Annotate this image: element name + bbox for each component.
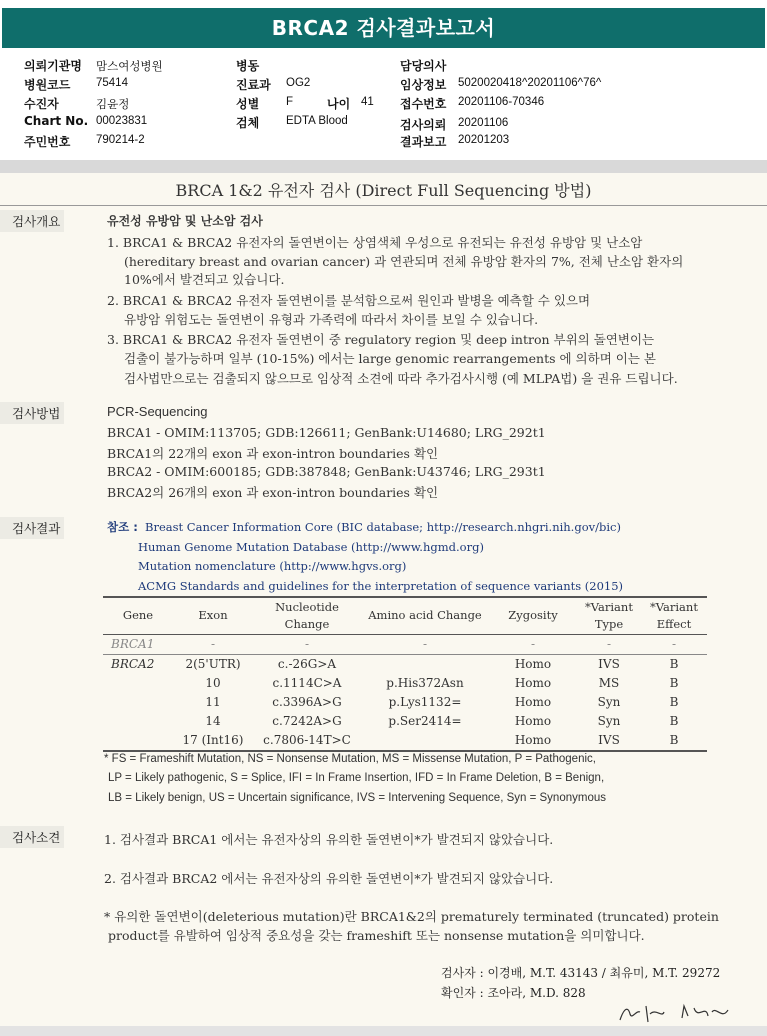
cell-variant-type: -	[606, 636, 612, 651]
footnote-line-1: * FS = Frameshift Mutation, NS = Nonsense Mutation, MS = Missense Mutation, P = Pathogenic,	[104, 753, 596, 765]
hospital-name-value: 맘스여성병원	[96, 61, 163, 73]
table-row	[103, 654, 707, 674]
cell-variant-effect: B	[669, 713, 679, 728]
cell-amino-acid-change: p.His372Asn	[386, 675, 464, 690]
report-title: BRCA2 검사결과보고서	[2, 8, 765, 48]
header-divider-band	[0, 160, 767, 173]
cell-amino-acid-change: p.Ser2414=	[388, 713, 462, 728]
cell-variant-type: IVS	[598, 732, 620, 747]
hospital-code-value: 75414	[96, 77, 128, 89]
resident-no-label: 주민번호	[24, 135, 71, 149]
specimen-label: 검체	[236, 116, 260, 130]
ward-label: 병동	[236, 59, 260, 73]
cell-zygosity: Homo	[514, 675, 552, 690]
cell-zygosity: Homo	[514, 656, 552, 671]
cell-nucleotide-change: c.-26G>A	[277, 656, 337, 671]
method-heading: PCR-Sequencing	[107, 404, 208, 419]
cell-amino-acid-change: -	[422, 636, 428, 651]
finding-note-line-2: product를 유발하여 임상적 중요성을 갖는 frameshift 또는 nonsense mutation을 의미합니다.	[108, 928, 645, 943]
sex-label: 성별	[236, 97, 260, 111]
cell-exon: -	[210, 636, 216, 651]
method-line-2: BRCA1의 22개의 exon 과 exon-intron boundaries 확인	[107, 446, 439, 461]
table-body	[103, 634, 707, 751]
overview-line-1: 1. BRCA1 & BRCA2 유전자의 돌연변이는 상염색체 우성으로 유전되는 유전성 유방암 및 난소암	[107, 235, 643, 250]
header-amino-acid-change: Amino acid Change	[368, 608, 482, 623]
hospital-code-label: 병원코드	[24, 78, 71, 92]
handwritten-signature-icon	[612, 1000, 742, 1026]
finding-note-line-1: * 유의한 돌연변이(deleterious mutation)란 BRCA1&2의 prematurely terminated (truncated) protein	[104, 909, 719, 924]
header-gene: Gene	[122, 608, 154, 623]
cell-variant-effect: B	[669, 675, 679, 690]
cell-variant-effect: B	[669, 732, 679, 747]
table-row	[103, 674, 707, 693]
overview-line-6: 3. BRCA1 & BRCA2 유전자 돌연변이 중 regulatory region 및 deep intron 부위의 돌연변이는	[107, 332, 655, 347]
overview-line-7: 검출이 불가능하며 일부 (10-15%) 에서는 large genomic rearrangements 에 의하며 이는 본	[124, 351, 656, 366]
cell-amino-acid-change	[361, 731, 489, 751]
cell-nucleotide-change: -	[304, 636, 310, 651]
cell-nucleotide-change: c.7242A>G	[272, 713, 342, 728]
overview-line-8: 검사법만으로는 검출되지 않으므로 임상적 소견에 따라 추가검사시행 (예 MLPA법) 을 권유 드립니다.	[124, 371, 678, 386]
confirmer-signature-line: 확인자 : 조아라, M.D. 828	[441, 986, 586, 1000]
receipt-no-label: 접수번호	[400, 97, 447, 111]
finding-line-1: 1. 검사결과 BRCA1 에서는 유전자상의 유의한 돌연변이*가 발견되지 않았습니다.	[104, 832, 554, 847]
header-nucleotide-change: Nucleotide Change	[275, 599, 339, 631]
sex-value: F	[286, 96, 294, 108]
receipt-no-value: 20201106-70346	[458, 96, 545, 108]
footnote-line-2: LP = Likely pathogenic, S = Splice, IFI = In Frame Insertion, IFD = In Frame Deletion, B = Benign,	[108, 772, 605, 784]
doctor-label: 담당의사	[400, 59, 447, 73]
table-row	[103, 712, 707, 731]
reference-3: Mutation nomenclature (http://www.hgvs.org)	[138, 559, 407, 573]
cell-gene	[103, 674, 173, 693]
header-zygosity: Zygosity	[508, 608, 558, 623]
overview-label: 검사개요	[0, 210, 64, 232]
clinical-info-value: 5020020418^20201106^76^	[458, 77, 602, 89]
overview-line-4: 2. BRCA1 & BRCA2 유전자 돌연변이를 분석함으로써 원인과 발병을 예측할 수 있으며	[107, 293, 591, 308]
cell-zygosity: Homo	[514, 732, 552, 747]
age-value: 41	[361, 96, 374, 108]
table-row	[103, 693, 707, 712]
cell-zygosity: Homo	[514, 713, 552, 728]
cell-gene	[103, 731, 173, 751]
reference-1: Breast Cancer Information Core (BIC database; http://research.nhgri.nih.gov/bic)	[145, 520, 621, 534]
cell-gene	[103, 693, 173, 712]
header-exon: Exon	[198, 608, 228, 623]
patient-name-value: 김윤정	[96, 99, 130, 111]
tester-signature-line: 검사자 : 이경배, M.T. 43143 / 최유미, M.T. 29272	[441, 966, 721, 980]
cell-exon: 10	[205, 675, 221, 690]
cell-variant-type: Syn	[597, 713, 621, 728]
cell-exon: 2(5'UTR)	[185, 656, 241, 671]
cell-variant-type: IVS	[598, 656, 620, 671]
references-label: 참조 :	[107, 520, 138, 534]
cell-gene: BRCA1	[111, 636, 155, 651]
finding-line-2: 2. 검사결과 BRCA2 에서는 유전자상의 유의한 돌연변이*가 발견되지 않았습니다.	[104, 871, 554, 886]
cell-zygosity: -	[530, 636, 536, 651]
request-date-label: 검사의뢰	[400, 118, 447, 132]
page-bottom-bar	[0, 1026, 767, 1036]
cell-variant-type: Syn	[597, 694, 621, 709]
patient-name-label: 수진자	[24, 97, 59, 111]
cell-nucleotide-change: c.1114C>A	[272, 675, 342, 690]
reference-4: ACMG Standards and guidelines for the interpretation of sequence variants (2015)	[138, 579, 624, 593]
cell-nucleotide-change: c.3396A>G	[272, 694, 342, 709]
footnote-line-3: LB = Likely benign, US = Uncertain significance, IVS = Intervening Sequence, Syn = Synonymous	[108, 792, 606, 804]
cell-exon: 14	[205, 713, 221, 728]
method-line-3: BRCA2 - OMIM:600185; GDB:387848; GenBank:U43746; LRG_293t1	[107, 464, 546, 479]
section-title: BRCA 1&2 유전자 검사 (Direct Full Sequencing 방법)	[175, 181, 592, 200]
request-date-value: 20201106	[458, 117, 509, 129]
method-line-4: BRCA2의 26개의 exon 과 exon-intron boundaries 확인	[107, 485, 439, 500]
cell-variant-effect: B	[669, 656, 679, 671]
table-row	[103, 731, 707, 751]
overview-line-3: 10%에서 발견되고 있습니다.	[124, 272, 285, 287]
cell-nucleotide-change: c.7806-14T>C	[263, 732, 351, 747]
cell-amino-acid-change	[361, 654, 489, 674]
report-date-value: 20201203	[458, 134, 510, 146]
table-header-row	[103, 598, 707, 634]
cell-gene	[103, 712, 173, 731]
cell-variant-effect: B	[669, 694, 679, 709]
section-title-divider	[0, 205, 767, 206]
variant-results-table	[103, 598, 707, 752]
cell-exon: 11	[205, 694, 221, 709]
age-label: 나이	[327, 97, 351, 111]
method-label: 검사방법	[0, 402, 64, 424]
cell-gene: BRCA2	[111, 656, 155, 671]
findings-label: 검사소견	[0, 826, 64, 848]
chart-no-value: 00023831	[96, 115, 148, 127]
overview-line-5: 유방암 위험도는 돌연변이 유형과 가족력에 따라서 차이를 보일 수 있습니다.	[124, 312, 539, 327]
reference-2: Human Genome Mutation Database (http://www.hgmd.org)	[138, 540, 484, 554]
results-label: 검사결과	[0, 517, 64, 539]
resident-no-value: 790214-2	[96, 134, 145, 146]
cell-zygosity: Homo	[514, 694, 552, 709]
table-row	[103, 634, 707, 654]
overview-heading: 유전성 유방암 및 난소암 검사	[107, 214, 263, 228]
cell-variant-effect: -	[671, 636, 677, 651]
chart-no-label: Chart No.	[24, 114, 89, 128]
header-variant-effect: *Variant Effect	[650, 599, 698, 631]
specimen-value: EDTA Blood	[286, 115, 348, 127]
report-date-label: 결과보고	[400, 135, 447, 149]
method-line-1: BRCA1 - OMIM:113705; GDB:126611; GenBank:U14680; LRG_292t1	[107, 425, 546, 440]
cell-variant-type: MS	[598, 675, 620, 690]
overview-line-2: (hereditary breast and ovarian cancer) 과 연관되며 전체 유방암 환자의 7%, 전체 난소암 환자의	[124, 254, 684, 269]
hospital-name-label: 의뢰기관명	[24, 59, 82, 73]
department-value: OG2	[286, 77, 311, 89]
cell-amino-acid-change: p.Lys1132=	[388, 694, 462, 709]
cell-exon: 17 (Int16)	[182, 732, 244, 747]
header-variant-type: *Variant Type	[585, 599, 633, 631]
department-label: 진료과	[236, 78, 271, 92]
clinical-info-label: 임상정보	[400, 78, 447, 92]
